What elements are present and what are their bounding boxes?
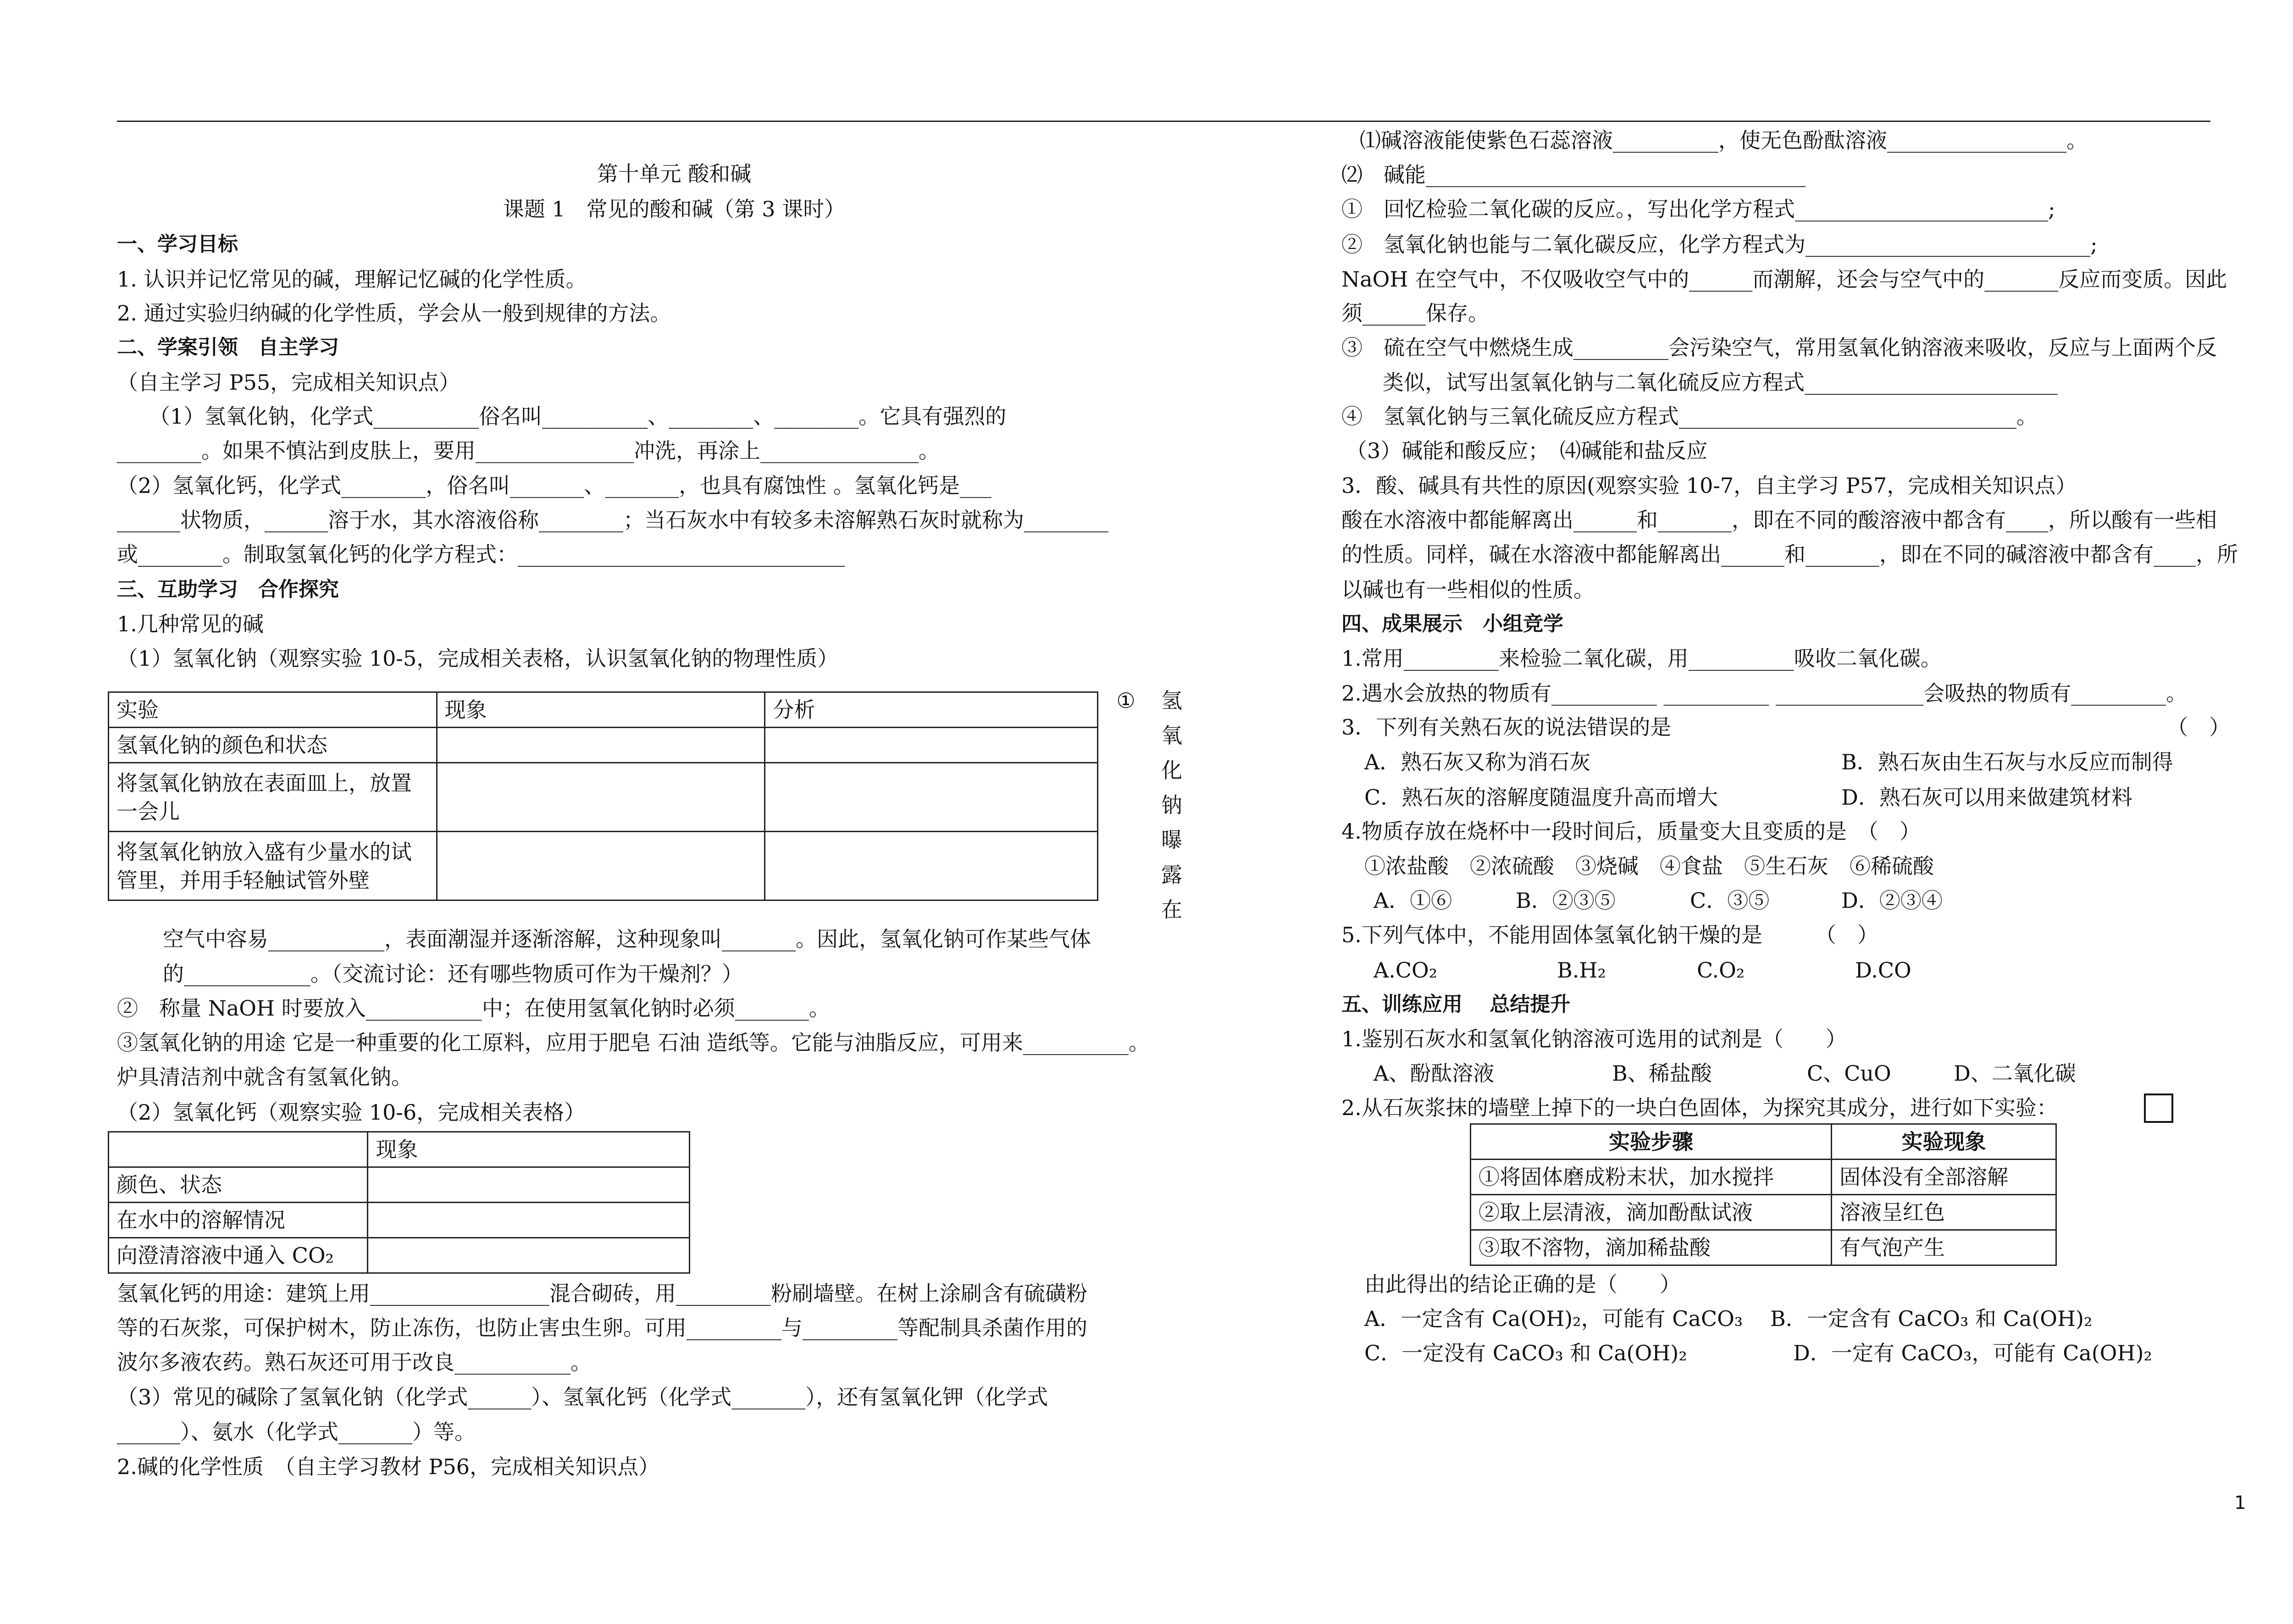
- text-line: 2.遇水会放热的物质有__________ __________ ______________会吸热的物质有_________。: [1341, 681, 2188, 706]
- table-cell: ③取不溶物，滴加稀盐酸: [1471, 1230, 1832, 1265]
- question: 4.物质存放在烧杯中一段时间后，质量变大且变质的是 （ ）: [1341, 819, 1921, 844]
- text-line: 2.碱的化学性质 （自主学习教材 P56，完成相关知识点）: [117, 1454, 659, 1479]
- section-heading: 一、学习目标: [117, 232, 238, 256]
- text-line: NaOH 在空气中，不仅吸收空气中的______而潮解，还会与空气中的_______反应而变质。因此: [1341, 267, 2227, 292]
- table-cell[interactable]: [765, 728, 1098, 763]
- text-line: （自主学习 P55，完成相关知识点）: [117, 370, 460, 395]
- vertical-char: 氢: [1161, 688, 1182, 713]
- option: D．②③④: [1841, 888, 1943, 913]
- question: 5.下列气体中，不能用固体氢氧化钠干燥的是 （ ）: [1341, 922, 1878, 947]
- vertical-char: 在: [1161, 897, 1182, 922]
- table-cell: ①将固体磨成粉末状，加水搅拌: [1471, 1160, 1832, 1195]
- question: 由此得出的结论正确的是（ ）: [1364, 1272, 1681, 1297]
- table-cell: 向澄清溶液中通入 CO₂: [109, 1238, 368, 1273]
- text-line: 波尔多液农药。熟石灰还可用于改良___________。: [117, 1350, 592, 1375]
- vertical-text: [1158, 683, 1185, 927]
- text-line: 空气中容易___________，表面潮湿并逐渐溶解，这种现象叫_______。因此，氢氧化钠可作某些气体: [163, 927, 1091, 951]
- vertical-char: 曝: [1161, 828, 1182, 852]
- text-line: 3．下列有关熟石灰的说法错误的是: [1341, 715, 1672, 740]
- table-row: [109, 832, 1098, 900]
- table-cell[interactable]: [765, 763, 1098, 832]
- table-cell: 固体没有全部溶解: [1831, 1160, 2056, 1195]
- text-line: 类似，试写出氢氧化钠与二氧化硫反应方程式________________________: [1383, 370, 2058, 395]
- table-cell: 溶液呈红色: [1831, 1195, 2056, 1230]
- option: B．熟石灰由生石灰与水反应而制得: [1841, 750, 2173, 774]
- text-line: ______）、氨水（化学式_______）等。: [117, 1420, 476, 1444]
- table-row: [109, 728, 1098, 763]
- table-cell[interactable]: [368, 1203, 690, 1238]
- vertical-char: 钠: [1161, 793, 1182, 818]
- text-line: 或________。制取氢氧化钙的化学方程式：_______________________________: [117, 542, 845, 567]
- question: 1.鉴别石灰水和氢氧化钠溶液可选用的试剂是（ ）: [1341, 1027, 1847, 1051]
- table-row: [109, 763, 1098, 832]
- vertical-char: 化: [1161, 758, 1182, 783]
- table-cell[interactable]: [765, 832, 1098, 900]
- option: C.O₂: [1697, 958, 1745, 983]
- text-line: 2. 通过实验归纳碱的化学性质，学会从一般到规律的方法。: [117, 301, 671, 326]
- header-rule: [117, 121, 2210, 122]
- text-line: （2）氢氧化钙（观察实验 10-6，完成相关表格）: [117, 1100, 586, 1125]
- text-line: 氢氧化钙的用途：建筑上用_________________混合砌砖，用_________粉刷墙壁。在树上涂刷含有硫磺粉: [117, 1281, 1087, 1306]
- table-cell[interactable]: [368, 1167, 690, 1203]
- option: B.H₂: [1557, 958, 1606, 983]
- option: C．③⑤: [1690, 888, 1770, 913]
- table-cell: 将氢氧化钠放在表面皿上，放置一会儿: [109, 763, 437, 832]
- text-line: ① 回忆检验二氧化碳的反应。，写出化学方程式________________________;: [1341, 197, 2055, 221]
- text-line: （3）常见的碱除了氢氧化钠（化学式______）、氢氧化钙（化学式_______），还有氢氧化钾（化学式: [117, 1385, 1048, 1409]
- text-line: 须______保存。: [1341, 301, 1489, 326]
- text-line: 的____________。（交流讨论：还有哪些物质可作为干燥剂？）: [163, 961, 743, 986]
- table-row: [1471, 1124, 2056, 1160]
- text-line: ______状物质，______溶于水，其水溶液俗称________；当石灰水中有较多未溶解熟石灰时就称为________: [117, 508, 1108, 532]
- vertical-char: ①: [1116, 688, 1135, 713]
- text-line: 1.几种常见的碱: [117, 612, 264, 636]
- table-cell: 在水中的溶解情况: [109, 1203, 368, 1238]
- text-line: ② 称量 NaOH 时要放入___________中；在使用氢氧化钠时必须_______。: [117, 996, 830, 1021]
- naoh-table: [108, 691, 1098, 901]
- text-line: ④ 氢氧化钠与三氧化硫反应方程式________________________________。: [1341, 404, 2038, 429]
- experiment-table: [1470, 1123, 2057, 1266]
- table-header: [109, 1132, 368, 1167]
- table-header: 实验现象: [1831, 1124, 2056, 1160]
- text-line: ________。如果不慎沾到皮肤上，要用_______________冲洗，再涂上_______________。: [117, 438, 940, 463]
- unit-title: 第十单元 酸和碱: [597, 161, 752, 186]
- option: C．一定没有 CaCO₃ 和 Ca(OH)₂: [1364, 1341, 1687, 1365]
- section-heading: 三、互助学习 合作探究: [117, 578, 339, 601]
- option: B、稀盐酸: [1612, 1061, 1712, 1086]
- text-line: ② 氢氧化钠也能与二氧化碳反应，化学方程式为___________________________;: [1341, 232, 2098, 257]
- table-cell: 氢氧化钠的颜色和状态: [109, 728, 437, 763]
- table-cell[interactable]: [437, 728, 765, 763]
- table-cell[interactable]: [368, 1238, 690, 1273]
- text-line: 以碱也有一些相似的性质。: [1341, 577, 1595, 602]
- question: 2.从石灰浆抹的墙壁上掉下的一块白色固体，为探究其成分，进行如下实验：: [1341, 1095, 2058, 1120]
- option: D．熟石灰可以用来做建筑材料: [1841, 785, 2132, 810]
- table-header: 实验步骤: [1471, 1124, 1832, 1160]
- text-line: 3．酸、碱具有共性的原因(观察实验 10-7，自主学习 P57，完成相关知识点）: [1341, 473, 2077, 498]
- caoh2-table: [108, 1131, 690, 1274]
- lesson-title: 课题 1 常见的酸和碱（第 3 课时）: [503, 197, 846, 221]
- table-row: [109, 1203, 690, 1238]
- option: B．②③⑤: [1516, 888, 1616, 913]
- table-row: [1471, 1160, 2056, 1195]
- table-row: [109, 1167, 690, 1203]
- page-number: 1: [2234, 1492, 2246, 1514]
- table-cell[interactable]: [437, 832, 765, 900]
- answer-paren: （ ）: [2167, 715, 2230, 740]
- option: A、酚酞溶液: [1374, 1061, 1495, 1086]
- table-row: [1471, 1195, 2056, 1230]
- option: D、二氧化碳: [1954, 1061, 2076, 1086]
- table-header: 现象: [437, 692, 765, 728]
- table-cell[interactable]: [437, 763, 765, 832]
- table-row: [109, 1132, 690, 1167]
- table-cell: 将氢氧化钠放入盛有少量水的试管里，并用手轻触试管外壁: [109, 832, 437, 900]
- text-line: 炉具清洁剂中就含有氢氧化钠。: [117, 1065, 412, 1089]
- vertical-text: [1112, 683, 1140, 718]
- option: A．①⑥: [1374, 888, 1452, 913]
- option: C．熟石灰的溶解度随温度升高而增大: [1364, 785, 1718, 810]
- option: D．一定有 CaCO₃，可能有 Ca(OH)₂: [1793, 1341, 2152, 1365]
- text-line: 1.常用_________来检验二氧化碳，用__________吸收二氧化碳。: [1341, 646, 1942, 671]
- table-header: 实验: [109, 692, 437, 728]
- text-line: 等的石灰浆，可保护树木，防止冻伤，也防止害虫生卵。可用_________与_________等配制具杀菌作用的: [117, 1315, 1087, 1340]
- text-line: 酸在水溶液中都能解离出______和_______，即在不同的酸溶液中都含有____，所以酸有一些相: [1341, 508, 2217, 532]
- table-cell: ②取上层清液，滴加酚酞试液: [1471, 1195, 1832, 1230]
- text-line: 1. 认识并记忆常见的碱，理解记忆碱的化学性质。: [117, 267, 587, 292]
- text-line: （2）氢氧化钙，化学式________，俗名叫_______、_______，也具有腐蚀性 。氢氧化钙是___: [117, 473, 991, 498]
- vertical-char: 氧: [1161, 723, 1182, 748]
- section-heading: 二、学案引领 自主学习: [117, 336, 339, 359]
- option: B．一定含有 CaCO₃ 和 Ca(OH)₂: [1770, 1306, 2093, 1331]
- vertical-char: 露: [1161, 862, 1182, 887]
- checkbox[interactable]: [2144, 1094, 2173, 1123]
- table-cell: 颜色、状态: [109, 1167, 368, 1203]
- text-line: （3）碱能和酸反应； ⑷碱能和盐反应: [1346, 438, 1708, 463]
- option: D.CO: [1855, 958, 1911, 983]
- text-line: 的性质。同样，碱在水溶液中都能解离出______和_______，即在不同的碱溶液中都含有____，所: [1341, 542, 2238, 567]
- text-line: （1）氢氧化钠，化学式__________俗名叫__________、________、________。它具有强烈的: [149, 404, 1007, 429]
- text-line: ⑵ 碱能____________________________________: [1341, 162, 1806, 187]
- option: A．一定含有 Ca(OH)₂，可能有 CaCO₃: [1364, 1306, 1743, 1331]
- text-line: ①浓盐酸 ②浓硫酸 ③烧碱 ④食盐 ⑤生石灰 ⑥稀硫酸: [1364, 854, 1934, 878]
- table-row: [109, 1238, 690, 1273]
- table-row: [109, 692, 1098, 728]
- text-line: ③氢氧化钠的用途 它是一种重要的化工原料，应用于肥皂 石油 造纸等。它能与油脂反应，可用来__________。: [117, 1030, 1150, 1055]
- text-line: ⑴碱溶液能使紫色石蕊溶液__________，使无色酚酞溶液_________________。: [1360, 128, 2088, 153]
- section-heading: 四、成果展示 小组竞学: [1341, 612, 1563, 635]
- option: A．熟石灰又称为消石灰: [1364, 750, 1591, 774]
- text-line: （1）氢氧化钠（观察实验 10-5，完成相关表格，认识氢氧化钠的物理性质）: [117, 646, 839, 671]
- table-cell: 有气泡产生: [1831, 1230, 2056, 1265]
- option: C、CuO: [1807, 1061, 1891, 1086]
- option: A.CO₂: [1374, 958, 1438, 983]
- table-header: 现象: [368, 1132, 690, 1167]
- table-header: 分析: [765, 692, 1098, 728]
- text-line: ③ 硫在空气中燃烧生成_________会污染空气，常用氢氧化钠溶液来吸收，反应与上面两个反: [1341, 335, 2217, 360]
- table-row: [1471, 1230, 2056, 1265]
- section-heading: 五、训练应用 总结提升: [1341, 993, 1571, 1016]
